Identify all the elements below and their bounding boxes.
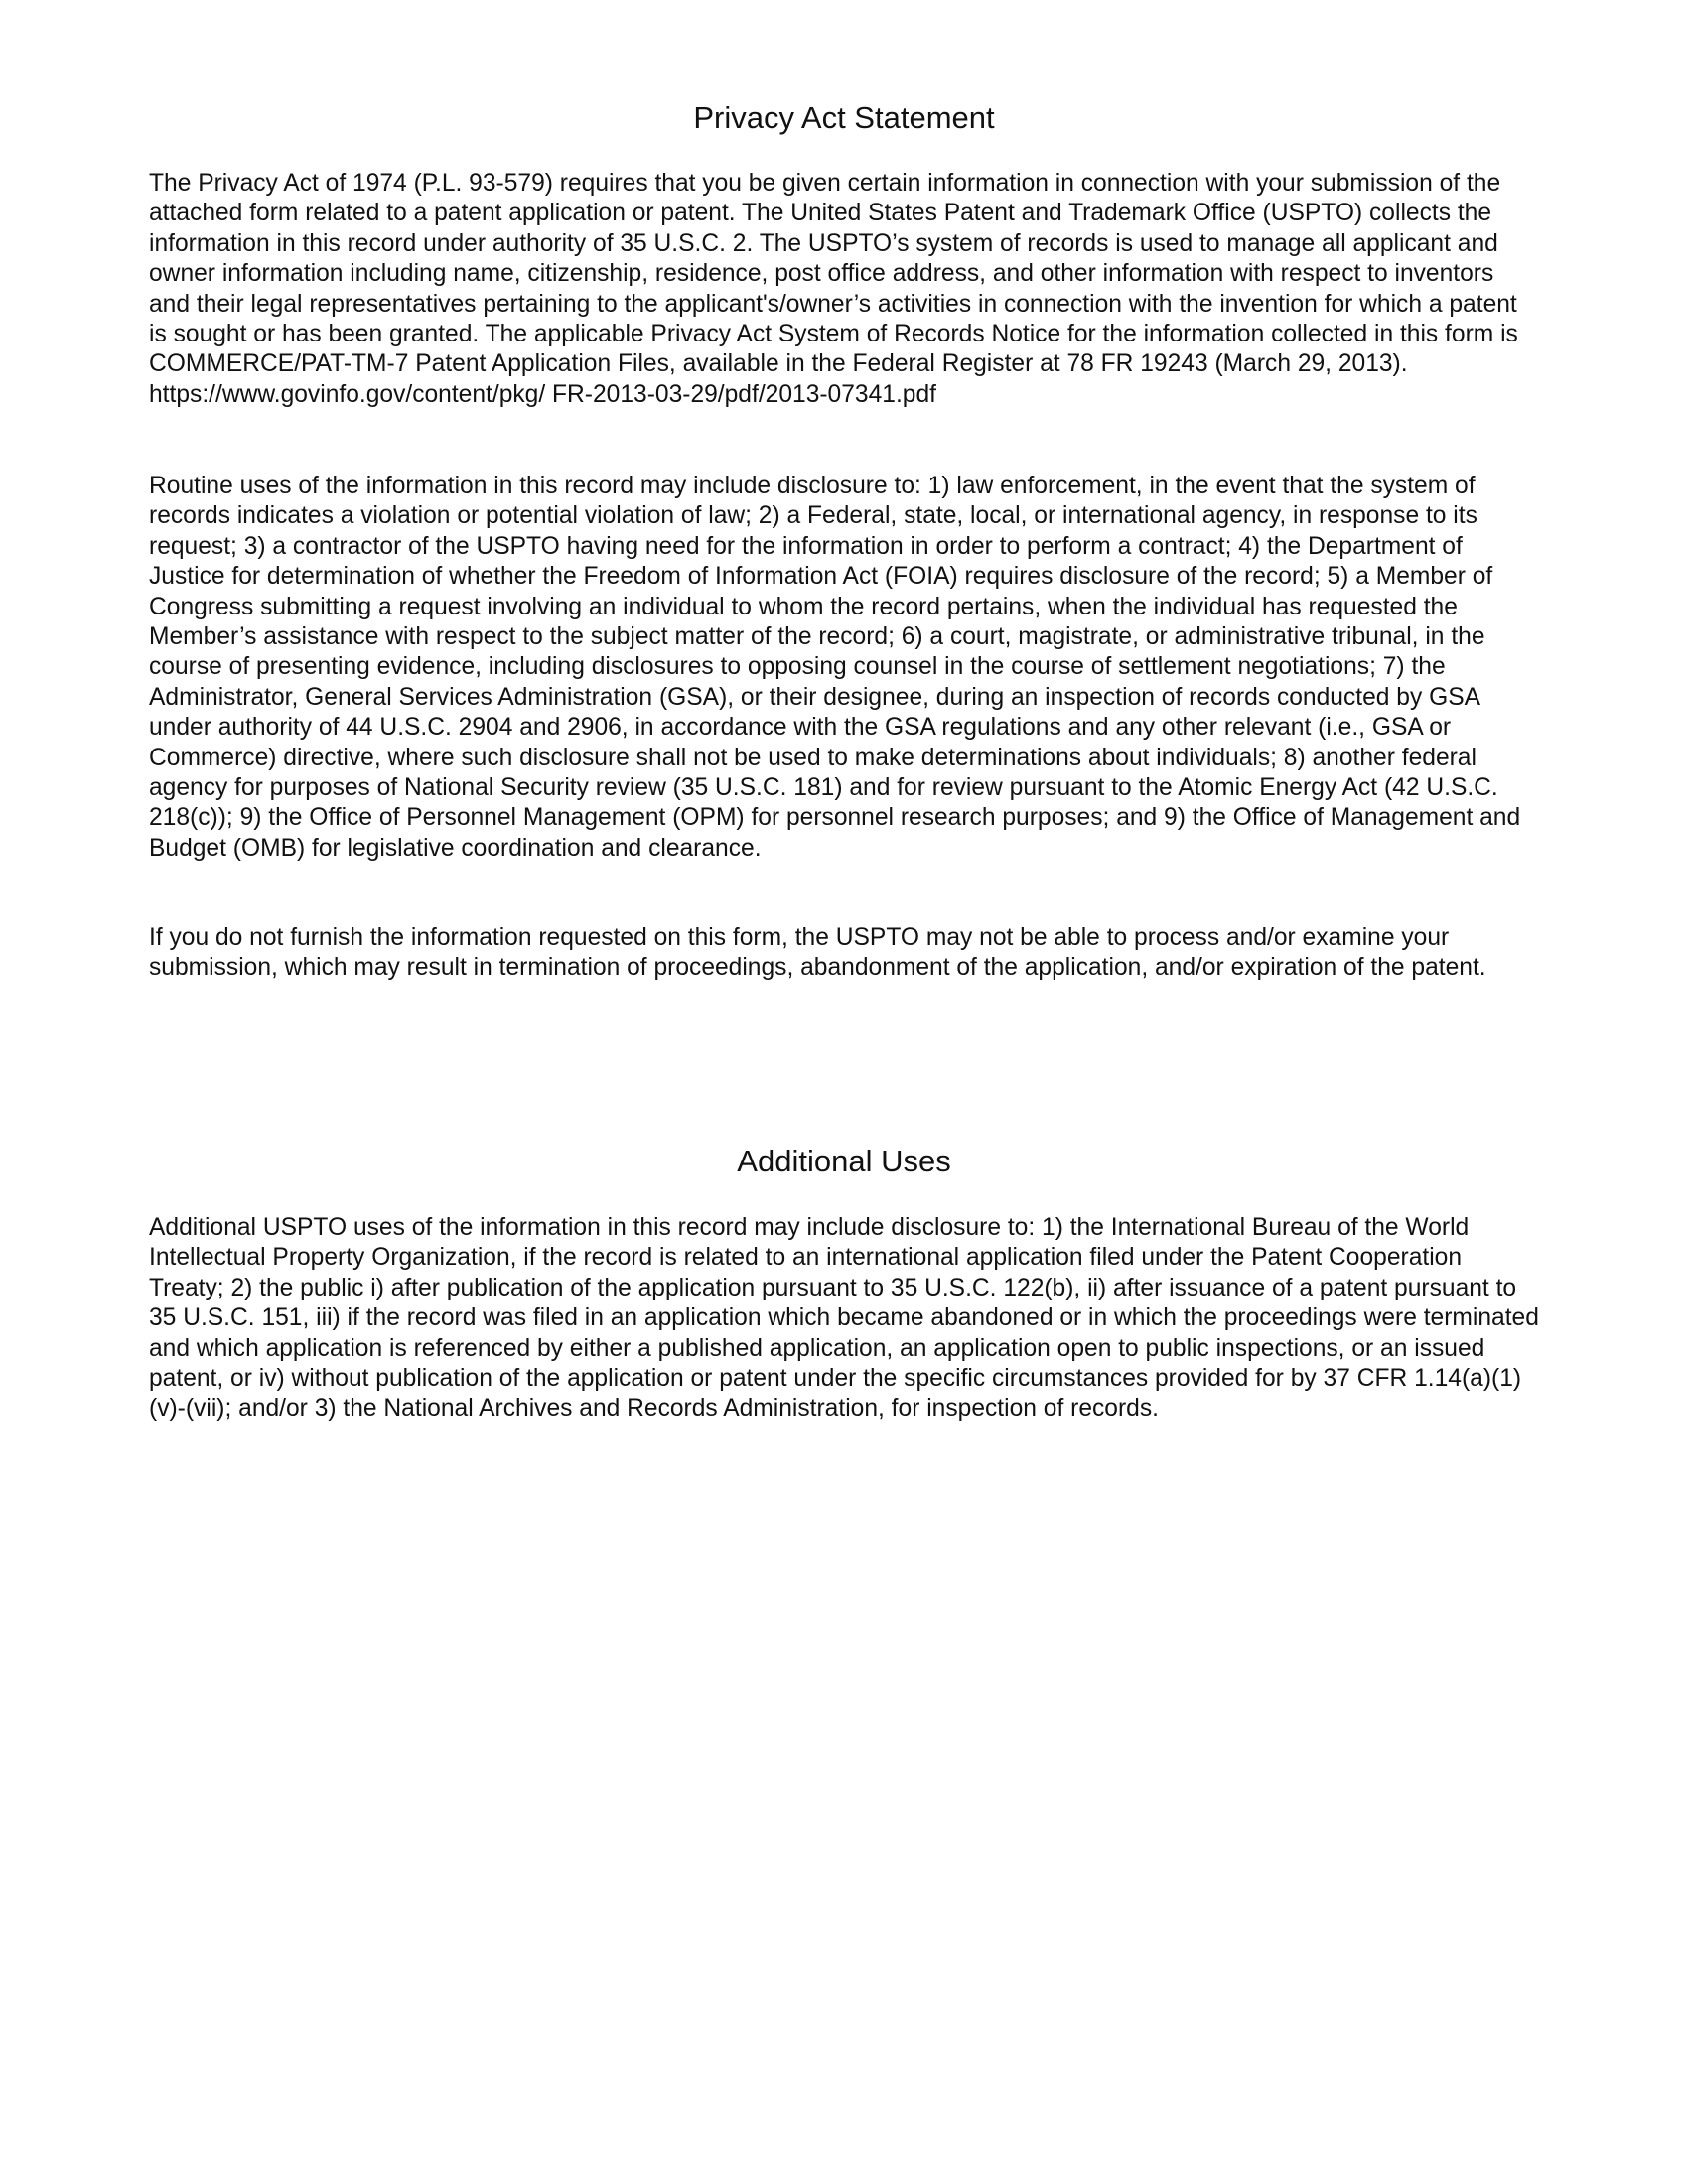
routine-uses-paragraph: Routine uses of the information in this record may include disclosure to: 1) law enforcement, in the event that the system of records indicates a violation or potential violation of law; 2) a Federal, state, local, or international agency, in response to its request; 3) a contractor of the USPTO having need for the information in order to perform a contract; 4) the Department of Justice for determination of whether the Freedom of Information Act (FOIA) requires disclosure of the record; 5) a Member of Congress submitting a request involving an individual to whom the record pertains, when the individual has requested the Member’s assistance with respect to the subject matter of the record; 6) a court, magistrate, or administrative tribunal, in the course of presenting evidence, including disclosures to opposing counsel in the course of settlement negotiations; 7) the Administrator, General Services Administration (GSA), or their designee, during an inspection of records conducted by GSA under authority of 44 U.S.C. 2904 and 2906, in accordance with the GSA regulations and any other relevant (i.e., GSA or Commerce) directive, where such disclosure shall not be used to make determinations about individuals; 8) another federal agency for purposes of National Security review (35 U.S.C. 181) and for review pursuant to the Atomic Energy Act (42 U.S.C. 218(c)); 9) the Office of Personnel Management (OPM) for personnel research purposes; and 9) the Office of Management and Budget (OMB) for legislative coordination and clearance. (149, 473, 1521, 862)
additional-uses-paragraph: Additional USPTO uses of the information in this record may include disclosure to: 1) the International Bureau of the World Intellectual Property Organization, if the record is related to an international application filed under the Patent Cooperation Treaty; 2) the public i) after publication of the application pursuant to 35 U.S.C. 122(b), ii) after issuance of a patent pursuant to 35 U.S.C. 151, iii) if the record was filed in an application which became abandoned or in which the proceedings were terminated and which application is referenced by either a published application, an application open to public inspections, or an issued patent, or iv) without publication of the application or patent under the specific circumstances provided for by 37 CFR 1.14(a)(1)(v)-(vii); and/or 3) the National Archives and Records Administration, for inspection of records. (149, 1214, 1539, 1423)
privacy-act-title: Privacy Act Statement (693, 100, 995, 135)
furnish-information-paragraph: If you do not furnish the information requested on this form, the USPTO may not be able to process and/or examine your submission, which may result in termination of proceedings, abandonment of the application, and/or expiration of the patent. (149, 924, 1486, 982)
additional-uses-title: Additional Uses (737, 1144, 951, 1178)
privacy-act-paragraph-1: The Privacy Act of 1974 (P.L. 93-579) requires that you be given certain information in connection with your submission of the attached form related to a patent application or patent. The United States Patent and Trademark Office (USPTO) collects the information in this record under authority of 35 U.S.C. 2. The USPTO’s system of records is used to manage all applicant and owner information including name, citizenship, residence, post office address, and other information with respect to inventors and their legal representatives pertaining to the applicant's/owner’s activities in connection with the invention for which a patent is sought or has been granted. The applicable Privacy Act System of Records Notice for the information collected in this form is COMMERCE/PAT-TM-7 Patent Application Files, available in the Federal Register at 78 FR 19243 (March 29, 2013). https://www.govinfo.gov/content/pkg/ FR-2013-03-29/pdf/2013-07341.pdf (149, 170, 1518, 408)
